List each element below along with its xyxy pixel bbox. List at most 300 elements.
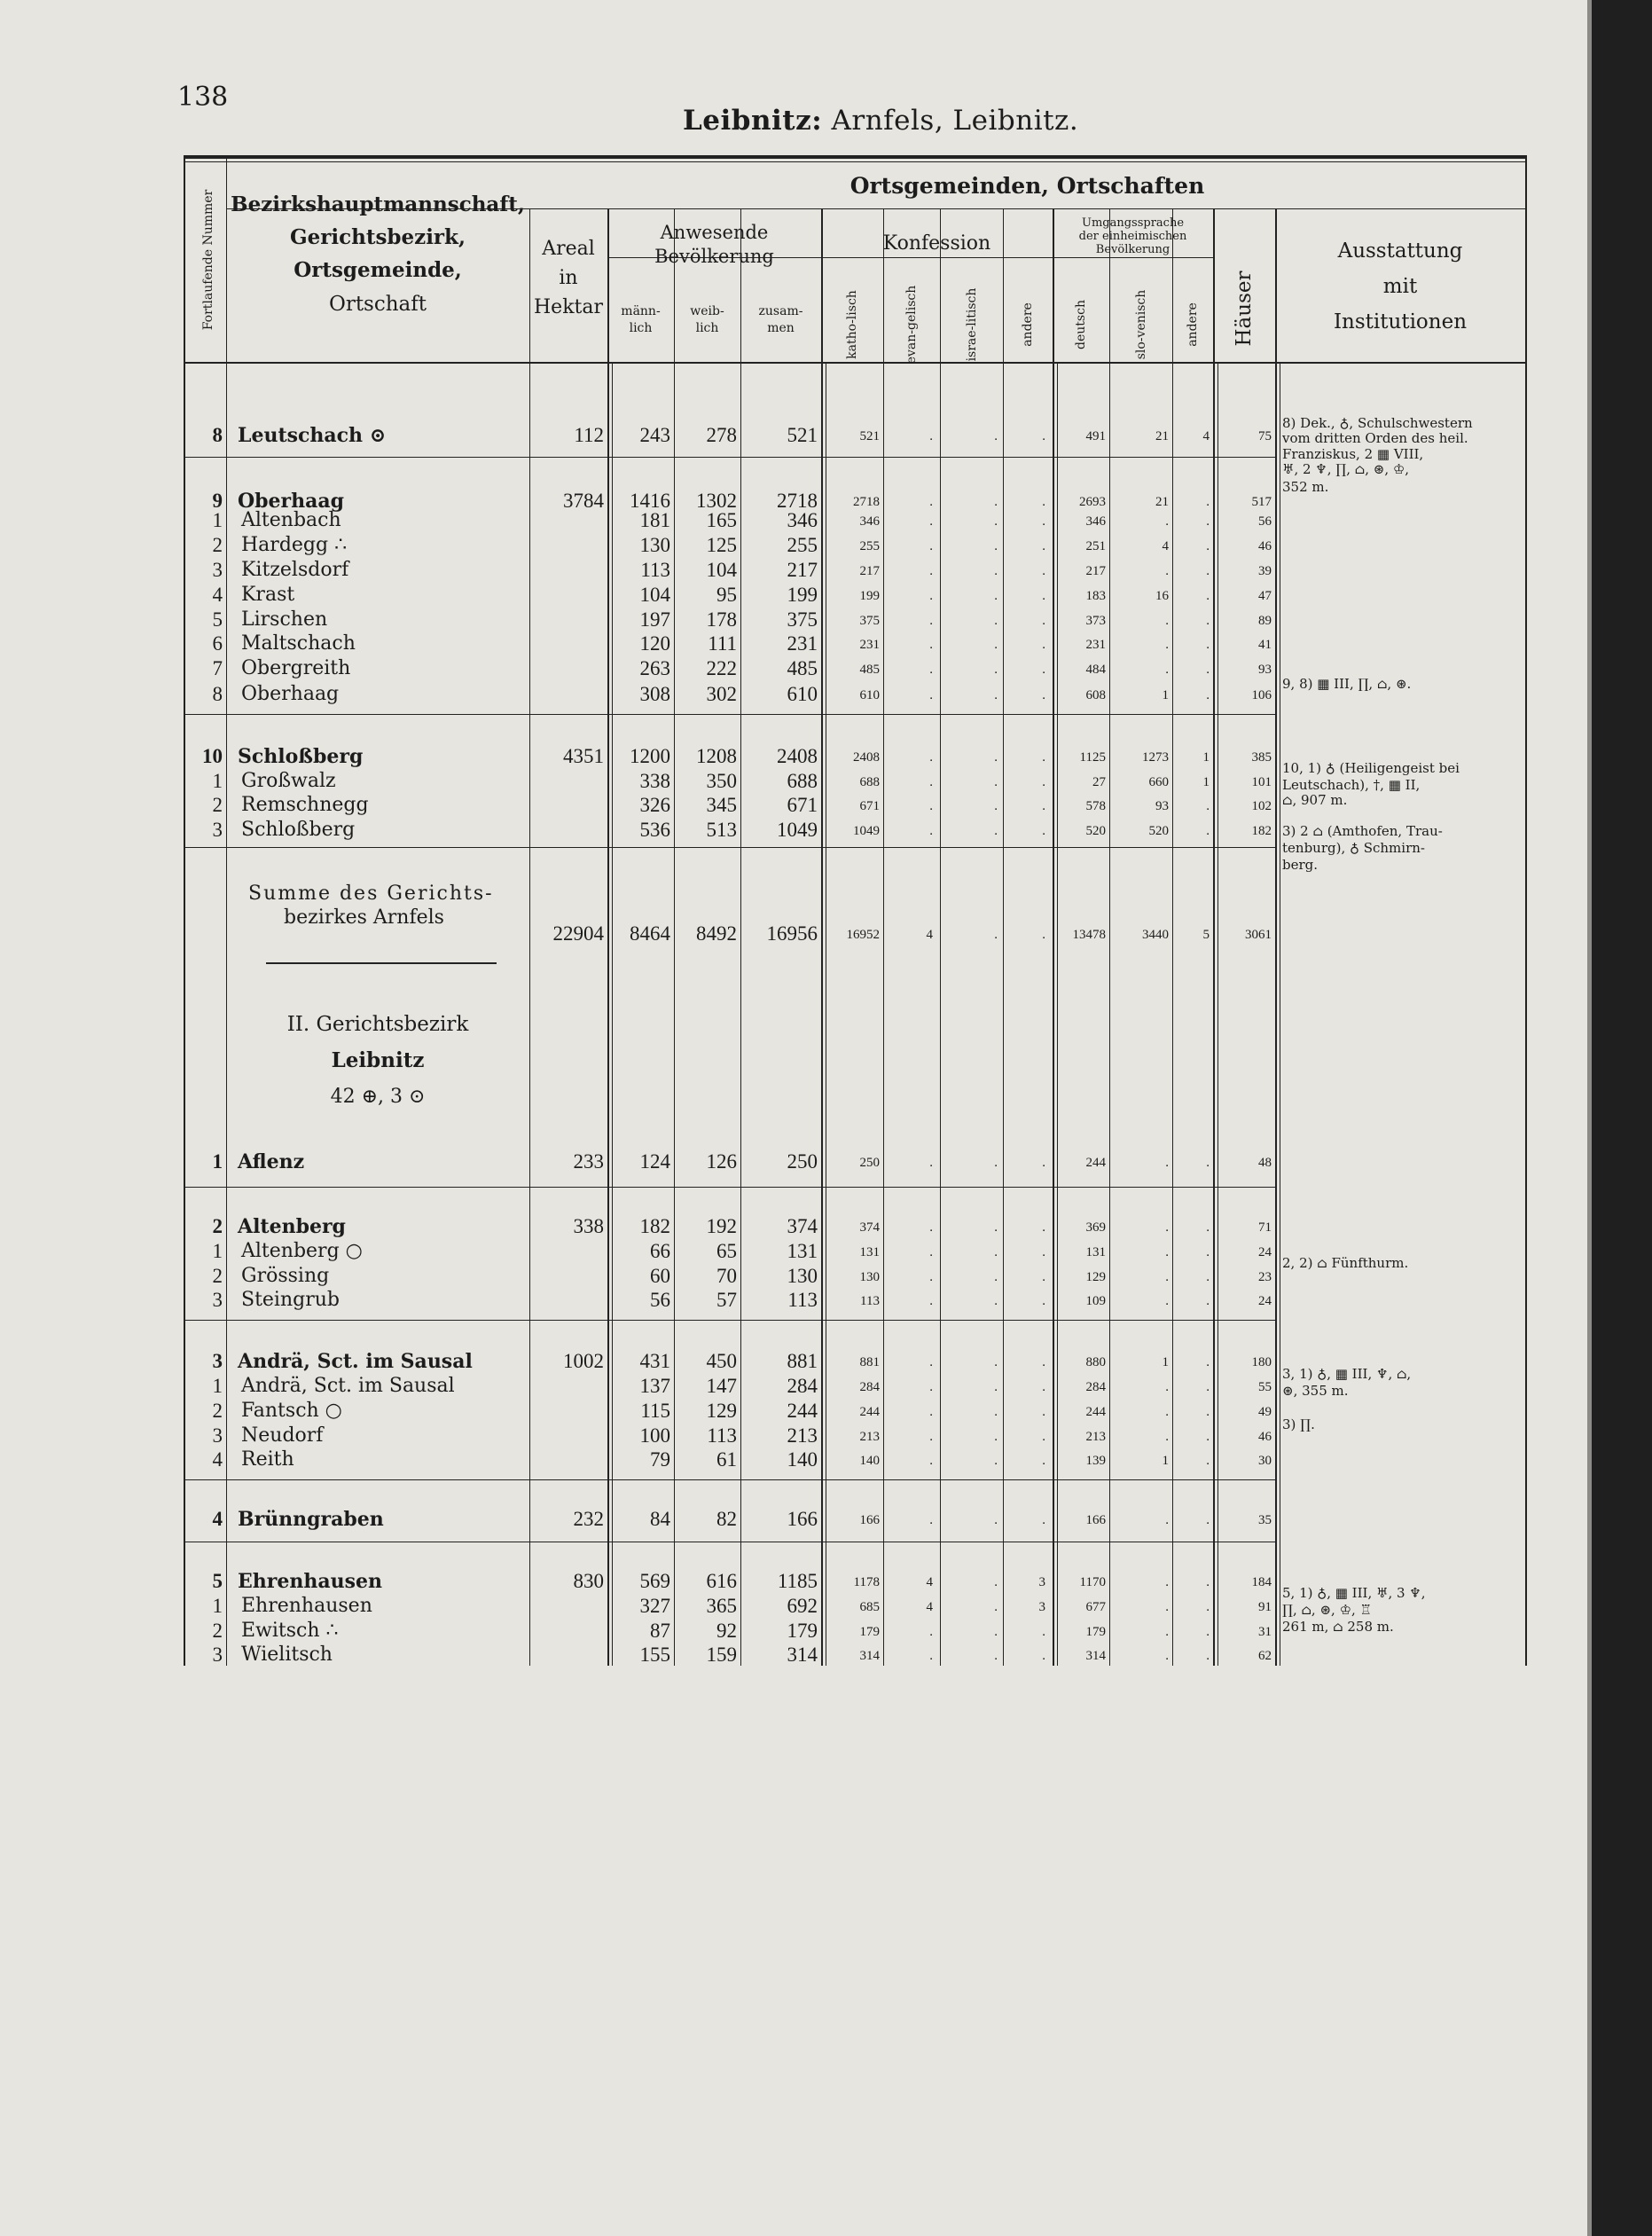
gemeinde-name: Aflenz [238, 1150, 305, 1173]
cell-h: 180 [1251, 1355, 1272, 1369]
ortschaft-name: Ehrenhausen [241, 1595, 372, 1617]
cell-z: 375 [787, 608, 818, 631]
cell-and: . [1042, 1380, 1045, 1394]
cell-isr: . [994, 928, 998, 942]
cell-m: 155 [639, 1644, 670, 1666]
cell-and: . [1042, 495, 1045, 509]
cell-h: 184 [1251, 1575, 1272, 1589]
m-subheader-0: männ- [621, 304, 661, 318]
cell-ev: . [929, 663, 933, 677]
cell-kat: 244 [859, 1405, 880, 1419]
institution-note: vom dritten Orden des heil. [1282, 430, 1468, 446]
m-subheader-1: lich [629, 321, 653, 335]
cell-kat: 213 [859, 1430, 880, 1444]
w-subheader-1: lich [695, 321, 719, 335]
cell-ev: . [929, 750, 933, 765]
cell-h: 46 [1258, 1430, 1272, 1444]
cell-de: 27 [1092, 775, 1106, 789]
institution-note: 3) ∏. [1282, 1416, 1315, 1432]
cell-isr: . [994, 799, 998, 813]
row-number: 2 [212, 794, 223, 816]
cell-w: 70 [716, 1265, 737, 1287]
cell-isr: . [994, 1575, 998, 1589]
institution-note: ∏, ⌂, ⊛, ♔, ♖ [1282, 1602, 1373, 1618]
cell-and2: . [1206, 589, 1210, 603]
cell-w: 65 [716, 1240, 737, 1262]
cell-h: 93 [1258, 663, 1272, 677]
cell-isr: . [994, 1625, 998, 1639]
cell-de: 2693 [1079, 495, 1106, 509]
cell-and: . [1042, 1294, 1045, 1308]
cell-z: 179 [787, 1620, 818, 1642]
cell-isr: . [994, 688, 998, 702]
cell-de: 1125 [1079, 750, 1106, 765]
cell-w: 450 [706, 1350, 737, 1372]
running-head-rest: Arnfels, Leibnitz. [822, 105, 1079, 137]
gemeinde-name: Schloßberg [238, 745, 364, 768]
deutsch-header: deutsch [1074, 300, 1088, 349]
cell-h: 24 [1258, 1245, 1272, 1259]
cell-ev: . [929, 1430, 933, 1444]
cell-isr: . [994, 750, 998, 765]
cell-and2: 1 [1202, 775, 1210, 789]
cell-kat: 255 [859, 539, 880, 553]
cell-w: 178 [706, 608, 737, 631]
cell-h: 31 [1258, 1625, 1272, 1639]
cell-de: 314 [1085, 1649, 1106, 1663]
summe-label-line2: bezirkes Arnfels [284, 906, 444, 929]
cell-kat: 284 [859, 1380, 880, 1394]
anwesende-header-0: Anwesende [660, 222, 769, 243]
cell-h: 385 [1251, 750, 1272, 765]
areal-header-0: Areal [542, 238, 595, 260]
evangelisch-header: evan-gelisch [904, 285, 919, 365]
cell-z: 244 [787, 1400, 818, 1422]
ortschaft-name: Steingrub [241, 1289, 340, 1311]
cell-and: . [1042, 514, 1045, 529]
cell-ev: . [929, 514, 933, 529]
institution-note: ♅, 2 ♆, ∏, ⌂, ⊛, ♔, [1282, 461, 1410, 477]
ortschaft-name: Krast [241, 584, 295, 606]
institution-note: 3, 1) ♁, ▦ III, ♆, ⌂, [1282, 1366, 1412, 1382]
cell-m: 308 [639, 683, 670, 705]
cell-isr: . [994, 589, 998, 603]
ortschaft-name: Großwalz [241, 770, 336, 792]
cell-de: 139 [1085, 1454, 1106, 1468]
cell-slo: 1273 [1142, 750, 1169, 765]
section-title-2: Leibnitz [331, 1048, 425, 1072]
z-subheader-1: men [767, 321, 795, 335]
block-rule-summe [184, 847, 1275, 848]
institution-note: tenburg), ♁ Schmirn- [1282, 840, 1425, 856]
israelitisch-header: israe-litisch [964, 287, 979, 362]
cell-and: 3 [1038, 1600, 1045, 1614]
cell-slo: . [1165, 1600, 1169, 1614]
umgangssprache-header-0: Umgangssprache [1081, 216, 1185, 230]
cell-slo: 16 [1155, 589, 1169, 603]
ortschaft-name: Oberhaag [241, 683, 340, 705]
column-line-double-de [1057, 362, 1058, 1666]
cell-w: 513 [706, 819, 737, 841]
gemeinde-name: Ehrenhausen [238, 1570, 382, 1593]
cell-w: 302 [706, 683, 737, 705]
cell-z: 199 [787, 584, 818, 606]
row-number: 8 [212, 424, 223, 446]
cell-m: 263 [639, 657, 670, 679]
cell-z: 671 [787, 794, 818, 816]
slovenisch-header: slo-venisch [1133, 289, 1148, 360]
ortschaft-name: Schloßberg [241, 819, 356, 841]
cell-ev: . [929, 614, 933, 628]
row-number: 7 [212, 657, 223, 679]
cell-h: 3061 [1245, 928, 1272, 942]
cell-and2: . [1206, 514, 1210, 529]
row-number: 2 [212, 1265, 223, 1287]
cell-slo: 1 [1162, 1454, 1169, 1468]
row-number: 2 [212, 1215, 223, 1237]
cell-m: 326 [639, 794, 670, 816]
ortschaft-name: Fantsch ○ [241, 1400, 342, 1422]
cell-and: . [1042, 1430, 1045, 1444]
cell-m: 115 [640, 1400, 670, 1422]
group-title-header: Ortsgemeinden, Ortschaften [849, 173, 1205, 199]
cell-ev: . [929, 495, 933, 509]
cell-m: 243 [639, 424, 670, 446]
cell-m: 100 [639, 1424, 670, 1447]
cell-m: 79 [650, 1448, 670, 1471]
cell-h: 39 [1258, 564, 1272, 578]
cell-de: 179 [1085, 1625, 1106, 1639]
cell-kat: 250 [859, 1156, 880, 1170]
cell-de: 13478 [1072, 928, 1106, 942]
cell-kat: 166 [859, 1513, 880, 1527]
institution-note: Leutschach), †, ▦ II, [1282, 777, 1421, 793]
konfession-header: Konfession [882, 232, 991, 255]
cell-w: 222 [706, 657, 737, 679]
cell-kat: 881 [859, 1355, 880, 1369]
row-number: 5 [212, 1570, 223, 1592]
cell-de: 231 [1085, 638, 1106, 652]
cell-de: 284 [1085, 1380, 1106, 1394]
cell-areal: 22904 [552, 922, 604, 945]
cell-de: 244 [1085, 1156, 1106, 1170]
cell-z: 131 [787, 1240, 818, 1262]
row-number: 1 [212, 1240, 223, 1262]
cell-z: 231 [787, 632, 818, 655]
cell-m: 569 [639, 1570, 670, 1592]
cell-h: 47 [1258, 589, 1272, 603]
column-line-name [226, 155, 227, 1666]
cell-ev: . [929, 1649, 933, 1663]
institution-note: 9, 8) ▦ III, ∏, ⌂, ⊛. [1282, 676, 1412, 692]
ortschaft-name: Hardegg ∴ [241, 534, 348, 556]
cell-and: . [1042, 1454, 1045, 1468]
row-number: 9 [212, 490, 223, 512]
cell-and2: . [1206, 1430, 1210, 1444]
cell-de: 183 [1085, 589, 1106, 603]
cell-kat: 16952 [846, 928, 880, 942]
scan-border [1592, 0, 1652, 2236]
cell-m: 338 [639, 770, 670, 792]
cell-areal: 233 [573, 1150, 604, 1173]
cell-slo: 93 [1155, 799, 1169, 813]
block-rule-altenberg [184, 1320, 1275, 1321]
institution-note: 8) Dek., ♁, Schulschwestern [1282, 415, 1473, 431]
cell-isr: . [994, 775, 998, 789]
cell-ev: . [929, 539, 933, 553]
cell-isr: . [994, 1294, 998, 1308]
cell-h: 56 [1258, 514, 1272, 529]
cell-z: 881 [787, 1350, 818, 1372]
cell-kat: 685 [859, 1600, 880, 1614]
cell-de: 217 [1085, 564, 1106, 578]
institution-note: 352 m. [1282, 479, 1329, 495]
cell-w: 192 [706, 1215, 737, 1237]
cell-w: 8492 [696, 922, 737, 945]
cell-and2: . [1206, 495, 1210, 509]
cell-h: 23 [1258, 1270, 1272, 1284]
cell-and2: . [1206, 1625, 1210, 1639]
cell-de: 484 [1085, 663, 1106, 677]
ortschaft-name: Maltschach [241, 632, 356, 655]
cell-and: . [1042, 429, 1045, 443]
cell-slo: . [1165, 663, 1169, 677]
cell-m: 197 [639, 608, 670, 631]
cell-and: . [1042, 1625, 1045, 1639]
cell-and: . [1042, 1649, 1045, 1663]
institution-note: 261 m, ⌂ 258 m. [1282, 1619, 1394, 1635]
summe-label-line1: Summe des Gerichts- [248, 883, 494, 905]
cell-kat: 346 [859, 514, 880, 529]
ortschaft-name: Altenberg ○ [241, 1240, 363, 1262]
fortlaufende-nummer-header: Fortlaufende Nummer [201, 189, 215, 331]
cell-m: 8464 [630, 922, 670, 945]
cell-and2: . [1206, 614, 1210, 628]
block-rule-aflenz [184, 1187, 1275, 1188]
cell-areal: 232 [573, 1508, 604, 1530]
cell-isr: . [994, 1454, 998, 1468]
row-number: 3 [212, 1350, 223, 1372]
haeuser-header: Häuser [1233, 271, 1256, 347]
cell-kat: 521 [859, 429, 880, 443]
cell-and2: . [1206, 1156, 1210, 1170]
cell-ev: . [929, 1380, 933, 1394]
cell-isr: . [994, 614, 998, 628]
cell-h: 48 [1258, 1156, 1272, 1170]
cell-isr: . [994, 1380, 998, 1394]
cell-z: 250 [787, 1150, 818, 1173]
cell-z: 374 [787, 1215, 818, 1237]
cell-and2: . [1206, 564, 1210, 578]
cell-z: 16956 [766, 922, 818, 945]
cell-ev: . [929, 1355, 933, 1369]
cell-isr: . [994, 539, 998, 553]
cell-ev: 4 [926, 1575, 933, 1589]
cell-and: . [1042, 564, 1045, 578]
cell-de: 213 [1085, 1430, 1106, 1444]
ortschaft-name: Andrä, Sct. im Sausal [241, 1375, 455, 1397]
cell-de: 1170 [1079, 1575, 1106, 1589]
cell-ev: . [929, 638, 933, 652]
page-number: 138 [177, 82, 229, 113]
institution-note: ⊛, 355 m. [1282, 1383, 1349, 1399]
cell-de: 578 [1085, 799, 1106, 813]
cell-h: 106 [1251, 688, 1272, 702]
cell-isr: . [994, 1270, 998, 1284]
cell-m: 431 [639, 1350, 670, 1372]
cell-and2: . [1206, 1245, 1210, 1259]
cell-de: 608 [1085, 688, 1106, 702]
cell-w: 165 [706, 509, 737, 531]
cell-areal: 3784 [563, 490, 604, 512]
cell-slo: 660 [1148, 775, 1169, 789]
cell-w: 104 [706, 559, 737, 581]
cell-kat: 2718 [853, 495, 880, 509]
andere1-header: andere [1021, 302, 1035, 347]
cell-kat: 217 [859, 564, 880, 578]
cell-m: 104 [639, 584, 670, 606]
cell-slo: . [1165, 1294, 1169, 1308]
cell-and: . [1042, 1156, 1045, 1170]
katholisch-header: katho-lisch [845, 290, 859, 359]
umgangssprache-header-2: Bevölkerung [1095, 243, 1170, 256]
cell-de: 251 [1085, 539, 1106, 553]
cell-and: . [1042, 539, 1045, 553]
cell-z: 1049 [777, 819, 818, 841]
cell-z: 346 [787, 509, 818, 531]
cell-slo: . [1165, 564, 1169, 578]
ausstattung-header-1: mit [1382, 275, 1418, 298]
row-number: 3 [212, 559, 223, 581]
cell-z: 2718 [777, 490, 818, 512]
ortschaft-name: Lirschen [241, 608, 328, 631]
cell-and: . [1042, 1220, 1045, 1235]
cell-de: 244 [1085, 1405, 1106, 1419]
cell-and: . [1042, 589, 1045, 603]
cell-w: 365 [706, 1595, 737, 1617]
running-head [683, 105, 1078, 137]
cell-slo: . [1165, 1430, 1169, 1444]
cell-and2: . [1206, 1454, 1210, 1468]
statistics-table [184, 155, 1525, 1667]
cell-m: 182 [639, 1215, 670, 1237]
anwesende-header-1: Bevölkerung [654, 246, 774, 267]
cell-and2: . [1206, 1600, 1210, 1614]
cell-z: 217 [787, 559, 818, 581]
gemeinde-name: Leutschach ⊙ [238, 424, 387, 447]
cell-kat: 2408 [853, 750, 880, 765]
cell-h: 75 [1258, 429, 1272, 443]
cell-and2: . [1206, 1513, 1210, 1527]
cell-w: 92 [716, 1620, 737, 1642]
cell-and: . [1042, 1405, 1045, 1419]
andere2-header: andere [1186, 302, 1200, 347]
cell-and2: 1 [1202, 750, 1210, 765]
cell-and: . [1042, 1513, 1045, 1527]
cell-h: 101 [1251, 775, 1272, 789]
row-number: 1 [212, 1375, 223, 1397]
cell-and2: . [1206, 688, 1210, 702]
ortschaft-name: Reith [241, 1448, 294, 1471]
cell-ev: . [929, 589, 933, 603]
table-top-rule-thin [184, 161, 1525, 162]
cell-z: 485 [787, 657, 818, 679]
cell-w: 1208 [696, 745, 737, 767]
cell-slo: . [1165, 614, 1169, 628]
cell-isr: . [994, 1430, 998, 1444]
institution-note: 10, 1) ♁ (Heiligengeist bei [1282, 760, 1460, 776]
cell-isr: . [994, 564, 998, 578]
ausstattung-header-2: Institutionen [1333, 310, 1468, 333]
column-line-double-h [1217, 362, 1218, 1666]
cell-isr: . [994, 1220, 998, 1235]
cell-m: 536 [639, 819, 670, 841]
cell-m: 327 [639, 1595, 670, 1617]
cell-m: 124 [639, 1150, 670, 1173]
cell-de: 109 [1085, 1294, 1106, 1308]
cell-h: 182 [1251, 824, 1272, 838]
cell-ev: . [929, 1405, 933, 1419]
row-number: 10 [202, 745, 223, 767]
ortschaft-name: Ewitsch ∴ [241, 1620, 339, 1642]
row-number: 1 [212, 1595, 223, 1617]
institution-note: Franziskus, 2 ▦ VIII, [1282, 446, 1424, 462]
cell-slo: . [1165, 514, 1169, 529]
table-top-rule [184, 155, 1525, 159]
ortschaft-name: Neudorf [241, 1424, 324, 1447]
cell-w: 125 [706, 534, 737, 556]
cell-isr: . [994, 638, 998, 652]
section-title-3: 42 ⊕, 3 ⊙ [330, 1086, 426, 1108]
ausstattung-header-0: Ausstattung [1337, 239, 1463, 263]
cell-w: 345 [706, 794, 737, 816]
cell-slo: . [1165, 638, 1169, 652]
cell-m: 84 [650, 1508, 670, 1530]
cell-kat: 375 [859, 614, 880, 628]
gemeinde-name: Oberhaag [238, 490, 345, 513]
summe-underline [266, 962, 497, 964]
cell-h: 89 [1258, 614, 1272, 628]
cell-kat: 610 [859, 688, 880, 702]
cell-kat: 688 [859, 775, 880, 789]
name-header-line3: Ortsgemeinde, [294, 258, 462, 282]
cell-kat: 374 [859, 1220, 880, 1235]
cell-de: 880 [1085, 1355, 1106, 1369]
row-number: 3 [212, 1424, 223, 1447]
cell-slo: . [1165, 1220, 1169, 1235]
cell-and: . [1042, 614, 1045, 628]
cell-z: 166 [787, 1508, 818, 1530]
cell-and: . [1042, 824, 1045, 838]
cell-z: 140 [787, 1448, 818, 1471]
cell-slo: 1 [1162, 1355, 1169, 1369]
cell-and2: . [1206, 638, 1210, 652]
cell-areal: 830 [573, 1570, 604, 1592]
cell-de: 129 [1085, 1270, 1106, 1284]
cell-isr: . [994, 1405, 998, 1419]
cell-areal: 1002 [563, 1350, 604, 1372]
cell-isr: . [994, 1355, 998, 1369]
cell-h: 55 [1258, 1380, 1272, 1394]
cell-z: 610 [787, 683, 818, 705]
cell-h: 41 [1258, 638, 1272, 652]
row-number: 8 [212, 683, 223, 705]
cell-z: 521 [787, 424, 818, 446]
gemeinde-name: Brünngraben [238, 1508, 384, 1531]
cell-kat: 199 [859, 589, 880, 603]
cell-de: 520 [1085, 824, 1106, 838]
institution-note: berg. [1282, 857, 1319, 873]
